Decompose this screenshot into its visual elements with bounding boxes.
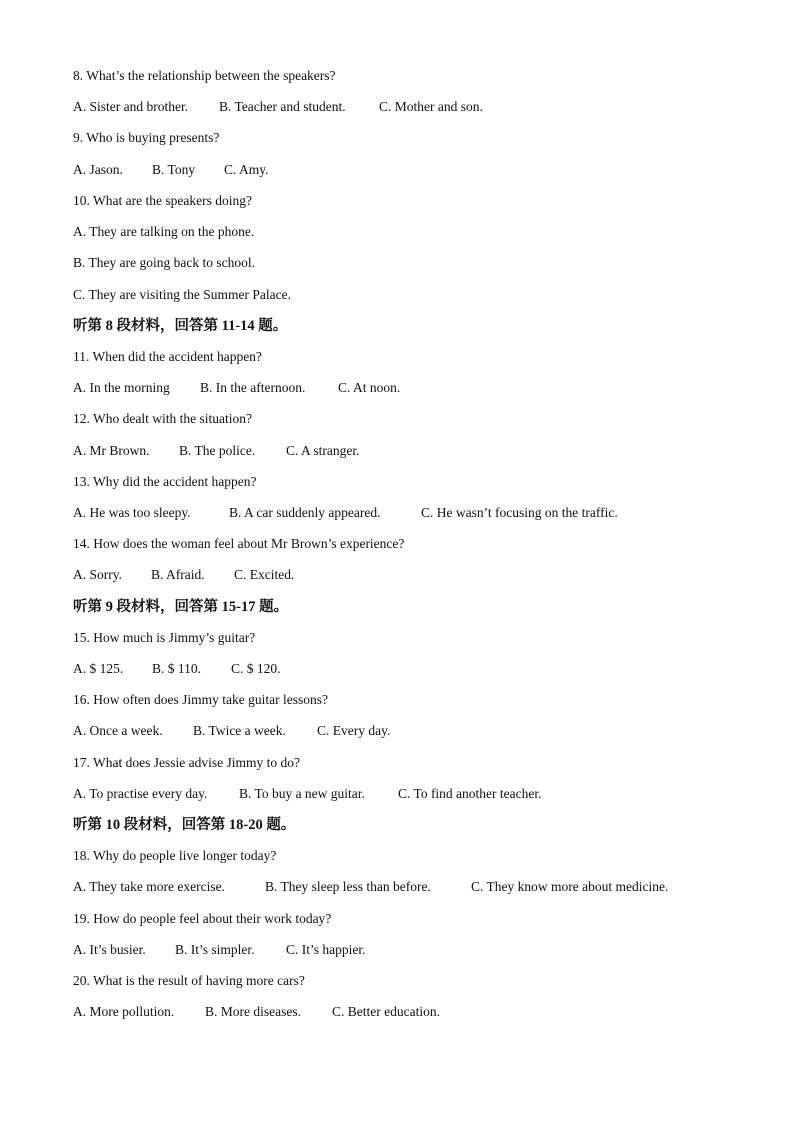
options-11 <box>73 379 400 397</box>
option-a: A. In the morning <box>73 380 170 395</box>
options-14 <box>73 566 294 584</box>
option-c: C. He wasn’t focusing on the traffic. <box>421 505 618 520</box>
section-heading-8: 听第 8 段材料，回答第 11-14 题。 <box>73 318 288 334</box>
option-c: C. They know more about medicine. <box>471 879 669 894</box>
option-a: A. They are talking on the phone. <box>73 224 255 239</box>
options-13 <box>73 504 618 522</box>
question-13: 13. Why did the accident happen? <box>73 474 257 489</box>
option-c: C. Every day. <box>317 723 391 738</box>
section-heading-10: 听第 10 段材料，回答第 18-20 题。 <box>73 817 296 833</box>
option-b: B. In the afternoon. <box>200 380 306 395</box>
options-17 <box>73 785 542 803</box>
option-a: A. Jason. <box>73 162 123 177</box>
option-c: C. A stranger. <box>286 443 360 458</box>
option-b: B. To buy a new guitar. <box>239 786 365 801</box>
options-18 <box>73 878 668 896</box>
question-17: 17. What does Jessie advise Jimmy to do? <box>73 755 300 770</box>
option-b: B. Afraid. <box>151 567 205 582</box>
options-15 <box>73 660 281 678</box>
question-11: 11. When did the accident happen? <box>73 349 262 364</box>
option-b: B. A car suddenly appeared. <box>229 505 381 520</box>
option-b: B. More diseases. <box>205 1004 301 1019</box>
question-9: 9. Who is buying presents? <box>73 130 220 145</box>
question-15: 15. How much is Jimmy’s guitar? <box>73 630 256 645</box>
option-c: C. Amy. <box>224 162 269 177</box>
option-a: A. Sorry. <box>73 567 122 582</box>
question-18: 18. Why do people live longer today? <box>73 848 277 863</box>
option-c: C. It’s happier. <box>286 942 366 957</box>
option-c: C. $ 120. <box>231 661 281 676</box>
question-14: 14. How does the woman feel about Mr Brown’s experience? <box>73 536 405 551</box>
options-16 <box>73 722 390 740</box>
question-12: 12. Who dealt with the situation? <box>73 411 252 426</box>
option-a: A. He was too sleepy. <box>73 505 191 520</box>
option-c: C. Better education. <box>332 1004 440 1019</box>
question-19: 19. How do people feel about their work today? <box>73 911 332 926</box>
section-heading-9: 听第 9 段材料，回答第 15-17 题。 <box>73 599 289 615</box>
option-c: C. Excited. <box>234 567 295 582</box>
option-b: B. It’s simpler. <box>175 942 255 957</box>
option-a: A. It’s busier. <box>73 942 146 957</box>
option-a: A. Once a week. <box>73 723 163 738</box>
options-8 <box>73 98 483 116</box>
option-c: C. They are visiting the Summer Palace. <box>73 287 291 302</box>
option-a: A. To practise every day. <box>73 786 208 801</box>
option-b: B. The police. <box>179 443 256 458</box>
options-12 <box>73 442 360 460</box>
question-10: 10. What are the speakers doing? <box>73 193 252 208</box>
question-16: 16. How often does Jimmy take guitar lessons? <box>73 692 328 707</box>
options-20 <box>73 1003 440 1021</box>
question-8: 8. What’s the relationship between the speakers? <box>73 68 336 83</box>
option-c: C. Mother and son. <box>379 99 483 114</box>
option-a: A. Mr Brown. <box>73 443 150 458</box>
option-c: C. At noon. <box>338 380 401 395</box>
option-b: B. They are going back to school. <box>73 255 255 270</box>
option-a: A. They take more exercise. <box>73 879 225 894</box>
option-b: B. $ 110. <box>152 661 202 676</box>
option-b: B. They sleep less than before. <box>265 879 431 894</box>
option-a: A. More pollution. <box>73 1004 175 1019</box>
option-c: C. To find another teacher. <box>398 786 542 801</box>
option-a: A. Sister and brother. <box>73 99 189 114</box>
option-b: B. Tony <box>152 162 196 177</box>
options-19 <box>73 941 366 959</box>
option-b: B. Twice a week. <box>193 723 286 738</box>
options-9 <box>73 161 269 179</box>
question-20: 20. What is the result of having more cars? <box>73 973 305 988</box>
option-b: B. Teacher and student. <box>219 99 346 114</box>
option-a: A. $ 125. <box>73 661 124 676</box>
